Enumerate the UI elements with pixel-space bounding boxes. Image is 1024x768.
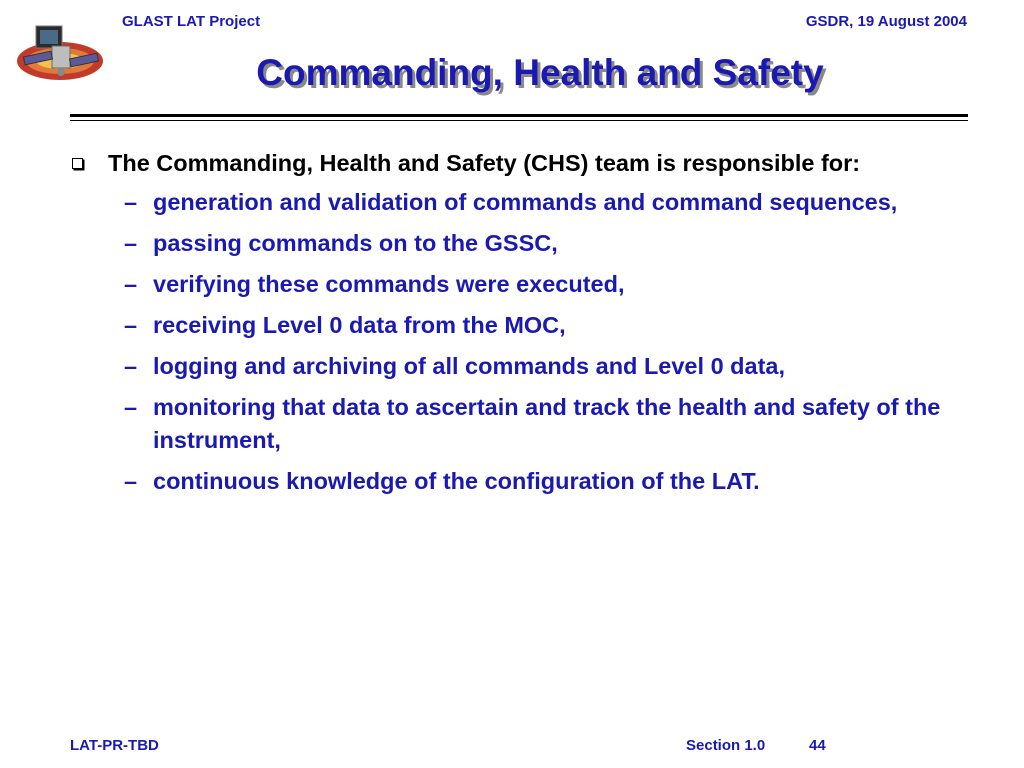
sub-bullet-item <box>66 391 972 457</box>
sub-bullet-item <box>66 465 972 498</box>
sub-bullet-item <box>66 350 972 383</box>
dash-bullet: – <box>124 394 138 420</box>
sub-bullet-text: monitoring that data to ascertain and track the health and safety of the instrument, <box>153 394 941 453</box>
title-divider-thin <box>70 120 968 121</box>
slide-content <box>66 147 972 506</box>
footer-section: Section 1.0 <box>686 737 766 754</box>
slide-title: Commanding, Health and Safety <box>256 52 824 93</box>
sub-bullet-item <box>66 186 972 219</box>
sub-bullet-text: generation and validation of commands and command sequences, <box>153 189 898 215</box>
sub-bullet-text: continuous knowledge of the configuration of the LAT. <box>153 468 760 494</box>
title-divider-thick <box>70 114 968 117</box>
square-bullet-icon <box>72 158 83 169</box>
footer-doc-id: LAT-PR-TBD <box>70 737 159 754</box>
sub-bullet-text: passing commands on to the GSSC, <box>153 230 558 256</box>
footer-page-number: 44 <box>809 737 826 754</box>
main-bullet <box>66 147 972 180</box>
dash-bullet: – <box>124 230 138 256</box>
main-bullet-text: The Commanding, Health and Safety (CHS) team is responsible for: <box>108 150 861 176</box>
dash-bullet: – <box>124 468 138 494</box>
glast-satellite-logo-icon <box>14 14 106 86</box>
sub-bullet-text: verifying these commands were executed, <box>153 271 625 297</box>
dash-bullet: – <box>124 353 138 379</box>
dash-bullet: – <box>124 312 138 338</box>
dash-bullet: – <box>124 271 138 297</box>
sub-bullet-text: logging and archiving of all commands and Level 0 data, <box>153 353 786 379</box>
header-project: GLAST LAT Project <box>122 13 261 30</box>
sub-bullet-item <box>66 227 972 260</box>
sub-bullet-item <box>66 309 972 342</box>
sub-bullet-item <box>66 268 972 301</box>
dash-bullet: – <box>124 189 138 215</box>
sub-bullet-text: receiving Level 0 data from the MOC, <box>153 312 566 338</box>
header-meeting-date: GSDR, 19 August 2004 <box>805 13 967 30</box>
sub-bullet-list <box>66 186 972 498</box>
